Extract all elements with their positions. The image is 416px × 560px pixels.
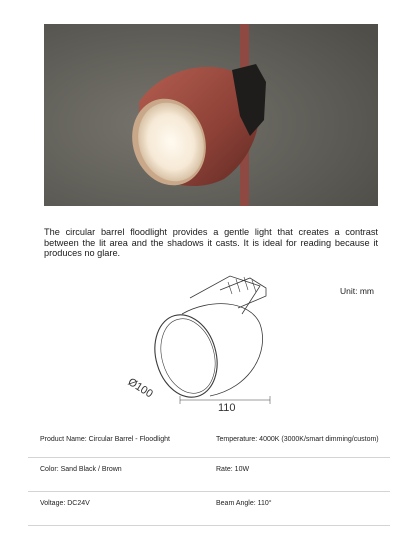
spec-product-name: Product Name: Circular Barrel - Floodlight [40,436,170,443]
spec-voltage: Voltage: DC24V [40,500,90,507]
product-photo [44,24,378,206]
specs-table [28,428,390,526]
spec-row [28,428,390,458]
spec-row [28,458,390,492]
unit-label: Unit: mm [340,286,374,296]
floodlight-photo-illustration [44,24,378,206]
dimension-drawing [120,268,320,418]
spec-row [28,492,390,526]
spec-beam-angle: Beam Angle: 110° [216,500,272,507]
product-description: The circular barrel floodlight provides a gentle light that creates a contrast between the lit area and the shadows it casts. It is ideal for reading because it produces no glare. [44,227,378,259]
spec-rate: Rate: 10W [216,466,250,473]
diameter-label: Ø100 [125,376,155,401]
spec-temperature: Temperature: 4000K (3000K/smart dimming/custom) [216,436,379,443]
width-label: 110 [218,402,236,414]
spec-color: Color: Sand Black / Brown [40,466,122,473]
